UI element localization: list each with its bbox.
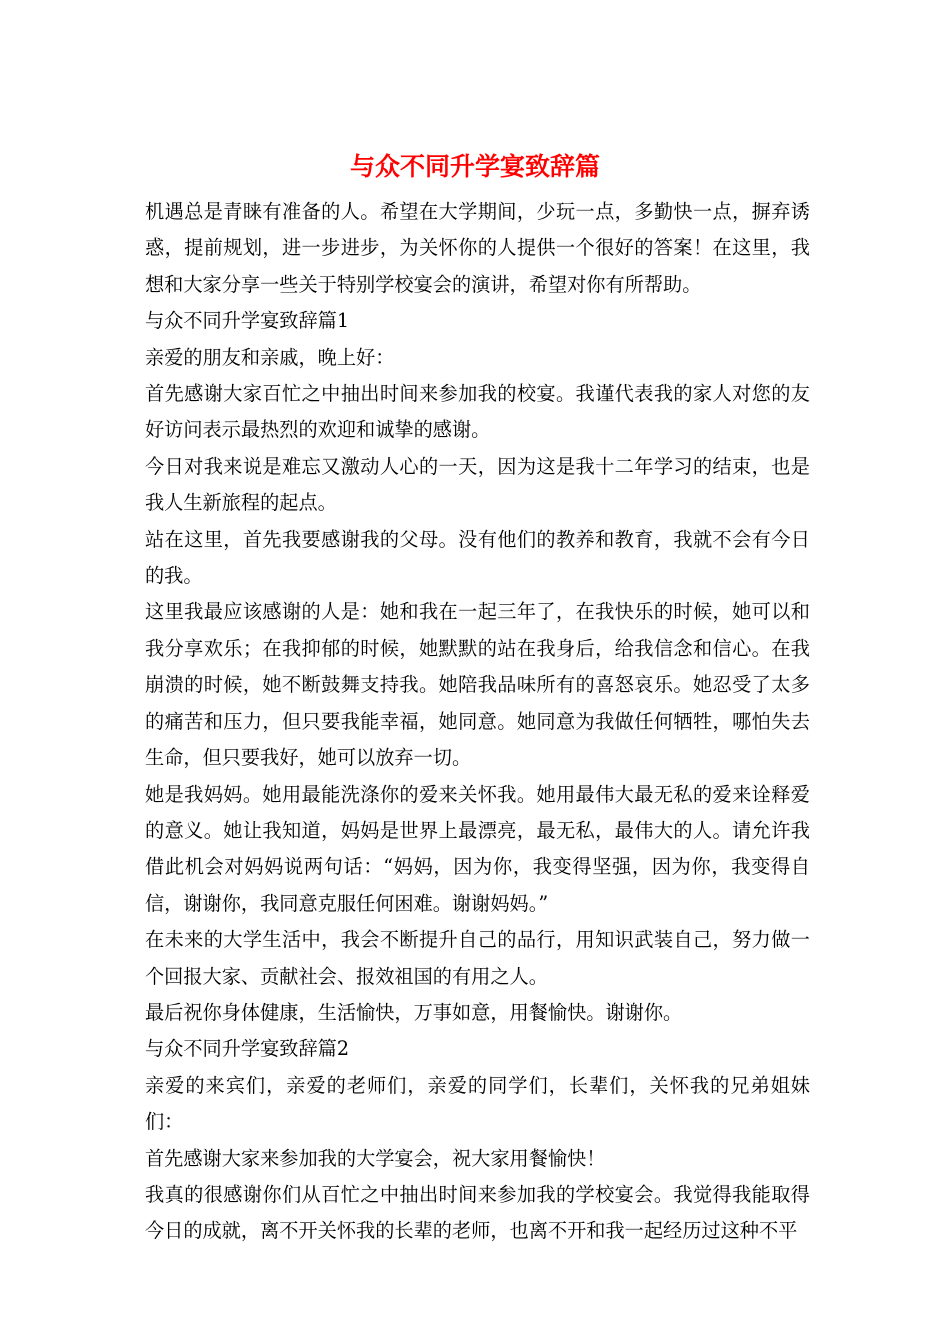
document-body (145, 194, 810, 1250)
section-heading: 与众不同升学宴致辞篇1 (145, 309, 350, 333)
body-paragraph: 在未来的大学生活中，我会不断提升自己的品行，用知识武装自己，努力做一个回报大家、贡献社会、报效祖国的有用之人。 (145, 928, 810, 988)
body-paragraph: 我真的很感谢你们从百忙之中抽出时间来参加我的学校宴会。我觉得我能取得今日的成就，离不开关怀我的长辈的老师，也离不开和我一起经历过这种不平 (145, 1182, 810, 1243)
greeting-paragraph: 亲爱的朋友和亲戚，晚上好： (145, 345, 395, 369)
body-paragraph: 首先感谢大家百忙之中抽出时间来参加我的校宴。我谨代表我的家人对您的友好访问表示最热烈的欢迎和诚挚的感谢。 (145, 382, 810, 442)
body-paragraph: 今日对我来说是难忘又激动人心的一天，因为这是我十二年学习的结束，也是我人生新旅程的起点。 (145, 454, 810, 515)
intro-paragraph: 机遇总是青睐有准备的人。希望在大学期间，少玩一点，多勤快一点，摒弃诱惑，提前规划，进一步进步，为关怀你的人提供一个很好的答案！在这里，我想和大家分享一些关于特别学校宴会的演讲，希望对你有所帮助。 (145, 200, 810, 296)
document-title: 与众不同升学宴致辞篇 (349, 152, 600, 181)
body-paragraph: 站在这里，首先我要感谢我的父母。没有他们的教养和教育，我就不会有今日的我。 (145, 527, 810, 588)
body-paragraph: 这里我最应该感谢的人是：她和我在一起三年了，在我快乐的时候，她可以和我分享欢乐；在我抑郁的时候，她默默的站在我身后，给我信念和信心。在我崩溃的时候，她不断鼓舞支持我。她陪我品味所有的喜怒哀乐。她忍受了太多的痛苦和压力，但只要我能幸福，她同意。她同意为我做任何牺牲，哪怕失去生命，但只要我好，她可以放弃一切。 (145, 600, 810, 770)
greeting-paragraph: 亲爱的来宾们，亲爱的老师们，亲爱的同学们，长辈们，关怀我的兄弟姐妹们： (145, 1073, 810, 1134)
body-paragraph: 她是我妈妈。她用最能洗涤你的爱来关怀我。她用最伟大最无私的爱来诠释爱的意义。她让我知道，妈妈是世界上最漂亮，最无私，最伟大的人。请允许我借此机会对妈妈说两句话：“妈妈，因为你，我变得坚强，因为你，我变得自信，谢谢你，我同意克服任何困难。谢谢妈妈。” (145, 782, 810, 915)
body-paragraph: 首先感谢大家来参加我的大学宴会，祝大家用餐愉快！ (145, 1146, 606, 1170)
body-paragraph: 最后祝你身体健康，生活愉快，万事如意，用餐愉快。谢谢你。 (145, 1000, 683, 1024)
section-heading: 与众不同升学宴致辞篇2 (145, 1037, 350, 1061)
